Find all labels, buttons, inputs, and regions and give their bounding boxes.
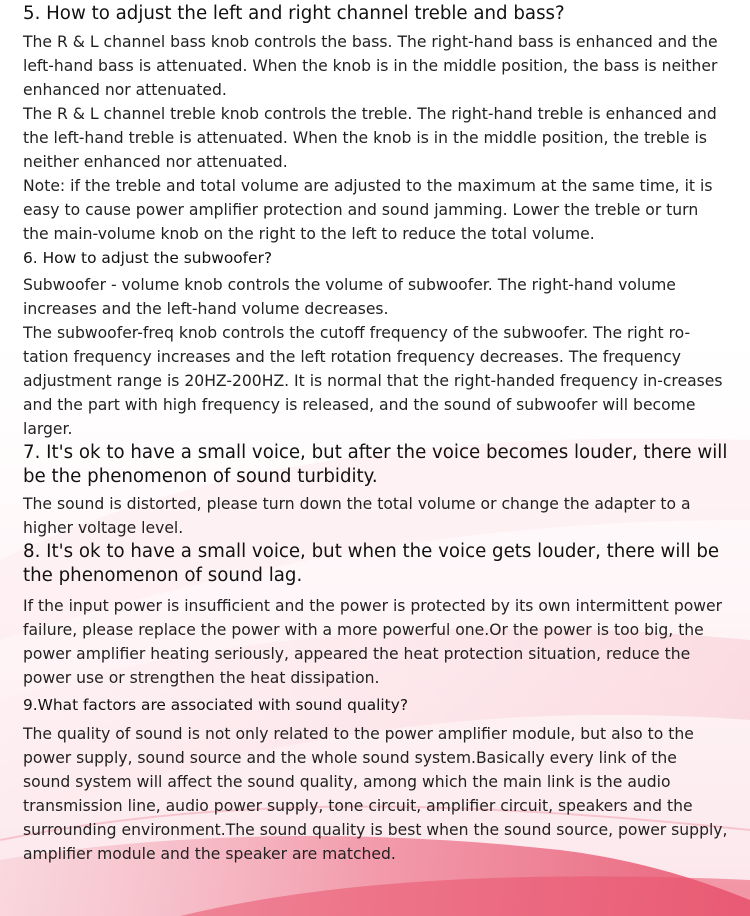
section-8-paragraph-1: If the input power is insufficient and the power is protected by its own intermittent power failure, please replace the power with a more powerful one.Or the power is too big, the power amplifier heating seriously, appeared the heat protection situation, reduce the power use or strengthen the heat dissipation.: [23, 597, 723, 687]
section-7-paragraph-1: The sound is distorted, please turn down the total volume or change the adapter to a higher voltage level.: [23, 495, 691, 537]
section-7-heading: 7. It's ok to have a small voice, but after the voice becomes louder, there will be the phenomenon of sound turbidity.: [23, 442, 728, 487]
section-5-paragraph-3: Note: if the treble and total volume are adjusted to the maximum at the same time, it is easy to cause power amplifier protection and sound jamming. Lower the treble or turn the main-volume knob on the right to the left to reduce the total volume.: [23, 177, 713, 243]
section-9-paragraph-1: The quality of sound is not only related to the power amplifier module, but also to the power supply, sound source and the whole sound system.Basically every link of the sound system will affect the sound quality, among which the main link is the audio transmission line, audio power supply, tone circuit, amplifier circuit, speakers and the surrounding environment.The sound quality is best when the sound source, power supply, amplifier module and the speaker are matched.: [23, 725, 728, 863]
section-5-paragraph-1: The R & L channel bass knob controls the bass. The right-hand bass is enhanced and the left-hand bass is attenuated. When the knob is in the middle position, the bass is neither enhanced nor attenuated.: [23, 33, 718, 99]
section-5-paragraph-2: The R & L channel treble knob controls the treble. The right-hand treble is enhanced and the left-hand treble is attenuated. When the knob is in the middle position, the treble is neither enhanced nor attenuated.: [23, 105, 717, 171]
document-body: [23, 2, 728, 866]
section-9-heading: 9.What factors are associated with sound quality?: [23, 696, 408, 714]
section-6-paragraph-1: Subwoofer - volume knob controls the volume of subwoofer. The right-hand volume increases and the left-hand volume decreases.: [23, 276, 676, 318]
section-8-heading: 8. It's ok to have a small voice, but when the voice gets louder, there will be the phenomenon of sound lag.: [23, 541, 720, 586]
section-6-heading: 6. How to adjust the subwoofer?: [23, 249, 273, 267]
section-5-heading: 5. How to adjust the left and right channel treble and bass?: [23, 3, 565, 24]
section-6-paragraph-2: The subwoofer-freq knob controls the cutoff frequency of the subwoofer. The right ro-tation frequency increases and the left rotation frequency decreases. The frequency adjustment range is 20HZ-200HZ. It is normal that the right-handed frequency in-creases and the part with high frequency is released, and the sound of subwoofer will become larger.: [23, 324, 723, 438]
